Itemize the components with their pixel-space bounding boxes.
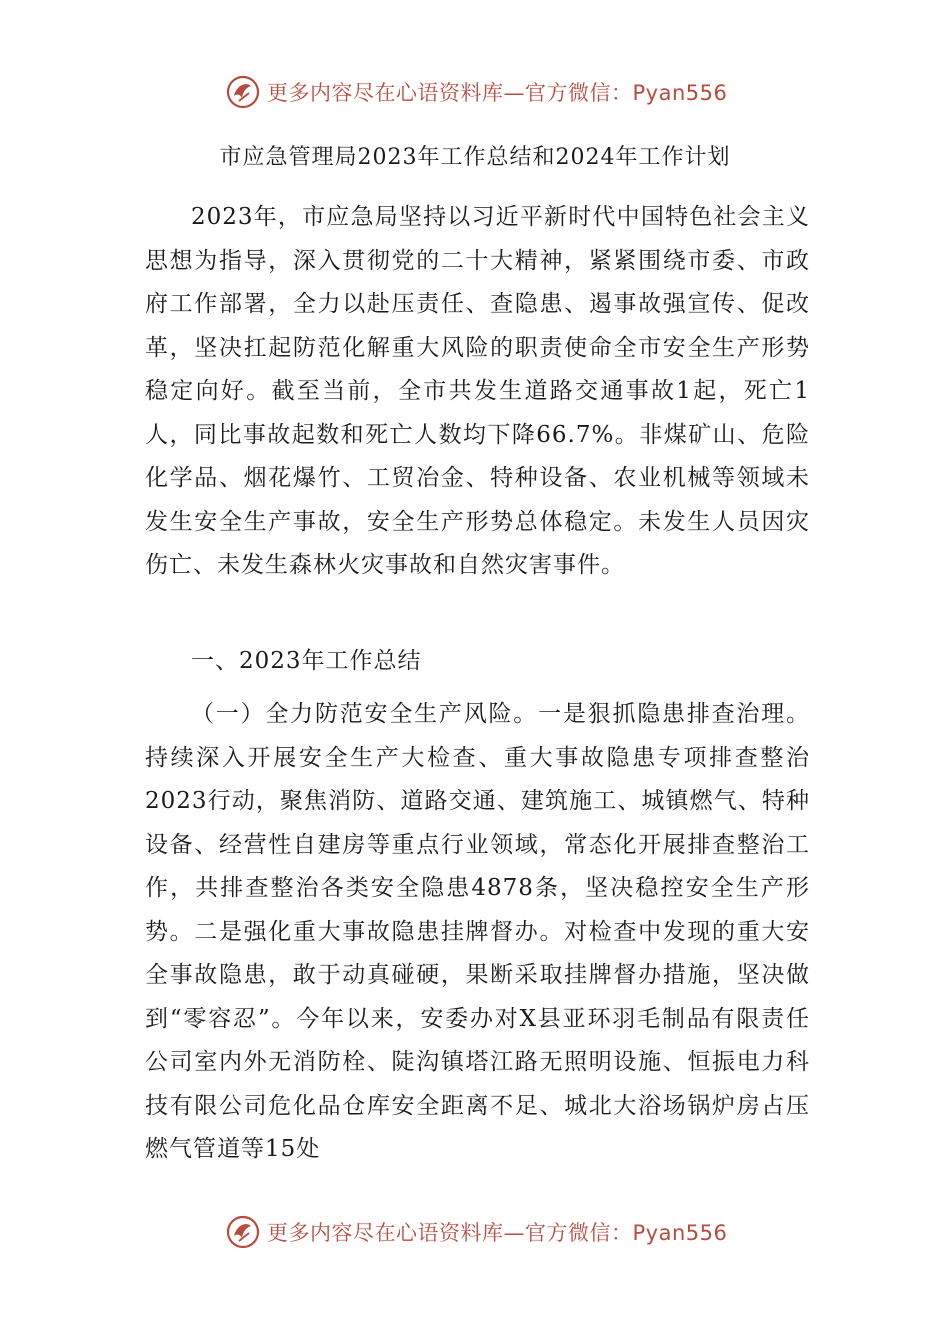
watermark-text: 更多内容尽在心语资料库—官方微信：Pyan556 [267,1221,728,1245]
footer-watermark-banner [225,1208,727,1256]
header-watermark-banner [225,68,727,116]
section-paragraph: （一）全力防范安全生产风险。一是狠抓隐患排查治理。持续深入开展安全生产大检查、重大事故隐患专项排查整治2023行动，聚焦消防、道路交通、建筑施工、城镇燃气、特种设备、经营性自建房等重点行业领域，常态化开展排查整治工作，共排查整治各类安全隐患4878条，坚决稳控安全生产形势。二是强化重大事故隐患挂牌督办。对检查中发现的重大安全事故隐患，敢于动真碰硬，果断采取挂牌督办措施，坚决做到“零容忍”。今年以来，安委办对X县亚环羽毛制品有限责任公司室内外无消防栓、陡沟镇塔江路无照明设施、恒振电力科技有限公司危化品仓库安全距离不足、城北大浴场锅炉房占压燃气管道等15处 [145,701,810,1162]
watermark-text: 更多内容尽在心语资料库—官方微信：Pyan556 [267,81,728,105]
watermark-logo-icon [225,1214,261,1250]
intro-paragraph: 2023年，市应急局坚持以习近平新时代中国特色社会主义思想为指导，深入贯彻党的二十大精神，紧紧围绕市委、市政府工作部署，全力以赴压责任、查隐患、遏事故强宣传、促改革，坚决扛起防范化解重大风险的职责使命全市安全生产形势稳定向好。截至当前，全市共发生道路交通事故1起，死亡1人，同比事故起数和死亡人数均下降66.7%。非煤矿山、危险化学品、烟花爆竹、工贸冶金、特种设备、农业机械等领域未发生安全生产事故，安全生产形势总体稳定。未发生人员因灾伤亡、未发生森林火灾事故和自然灾害事件。 [145,204,810,578]
document-title: 市应急管理局2023年工作总结和2024年工作计划 [219,145,731,170]
watermark-logo-icon [225,74,261,110]
section-heading: 一、2023年工作总结 [191,648,422,674]
